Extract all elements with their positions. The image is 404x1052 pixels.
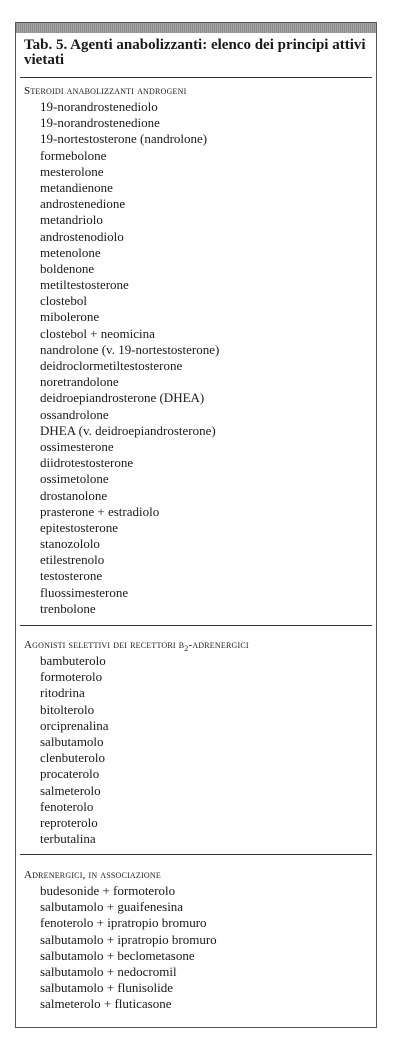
section-heading-agonisti [24,638,249,652]
list-item: metiltestosterone [40,277,129,293]
list-item: mesterolone [40,163,104,179]
list-item: fluossimesterone [40,584,129,600]
list-item: DHEA (v. deidroepiandrosterone) [40,422,216,438]
list-item: terbutalina [40,831,96,847]
list-item: diidrotestosterone [40,455,134,471]
list-item: salbutamolo + ipratropio bromuro [40,931,217,947]
list-item: fenoterolo [40,798,94,814]
list-item: mibolerone [40,309,100,325]
list-item: bambuterolo [40,653,106,668]
list-item: epitestosterone [40,519,118,535]
list-item: formoterolo [40,669,103,685]
title-divider [20,77,372,78]
table-title: Tab. 5. Agenti anabolizzanti: elenco dei principi attivi vietati [24,37,366,68]
list-item: drostanolone [40,487,108,503]
list-item: 19-norandrostenedione [40,115,160,131]
section-list-agonisti [40,653,109,847]
list-item: stanozololo [40,536,100,552]
list-item: salbutamolo + guaifenesina [40,899,184,915]
list-item: salbutamolo + flunisolide [40,980,173,996]
list-item: etilestrenolo [40,552,105,568]
list-item: 19-nortestosterone (nandrolone) [40,131,208,147]
table-frame [15,22,377,1028]
section-heading-adrenergici: Adrenergici, in associazione [24,869,161,881]
section-heading-steroidi: Steroidi anabolizzanti androgeni [24,85,187,97]
list-item: clostebol [40,293,87,309]
section-list-adrenergici [40,883,217,1013]
list-item: salmeterolo + fluticasone [40,996,172,1012]
list-item: androstenedione [40,196,126,212]
list-item: orciprenalina [40,717,109,733]
list-item: fenoterolo + ipratropio bromuro [40,915,207,931]
list-item: deidroepiandrosterone (DHEA) [40,390,205,406]
list-item: ossandrolone [40,406,109,422]
section-divider [20,854,372,855]
list-item: androstenodiolo [40,228,124,244]
section-divider [20,625,372,626]
section-list-steroidi [40,99,219,617]
list-item: ritodrina [40,685,85,701]
list-item: metandriolo [40,212,103,228]
list-item: clenbuterolo [40,750,105,766]
list-item: clostebol + neomicina [40,325,155,341]
list-item: prasterone + estradiolo [40,503,160,519]
header-bar [16,23,376,33]
list-item: salbutamolo [40,733,104,749]
list-item: salbutamolo + nedocromil [40,963,177,979]
list-item: metandienone [40,179,113,195]
list-item: reproterolo [40,814,98,830]
list-item: nandrolone (v. 19-nortestosterone) [40,341,220,357]
list-item: deidroclormetiltestosterone [40,358,183,373]
list-item: noretrandolone [40,374,119,390]
list-item: testosterone [40,568,103,584]
heading-subscript: 2 [184,644,189,654]
list-item: procaterolo [40,766,100,782]
list-item: bitolterolo [40,701,95,717]
list-item: boldenone [40,260,95,276]
list-item: metenolone [40,244,101,260]
list-item: trenbolone [40,600,96,616]
list-item: ossimesterone [40,438,114,454]
list-item: ossimetolone [40,471,109,487]
list-item: salbutamolo + beclometasone [40,947,195,963]
list-item: formebolone [40,147,107,163]
list-item: 19-norandrostenediolo [40,99,158,114]
heading-prefix: Agonisti selettivi dei recettori β [24,639,185,651]
heading-suffix: -adrenergici [188,639,249,651]
list-item: salmeterolo [40,782,101,798]
list-item: budesonide + formoterolo [40,883,176,898]
